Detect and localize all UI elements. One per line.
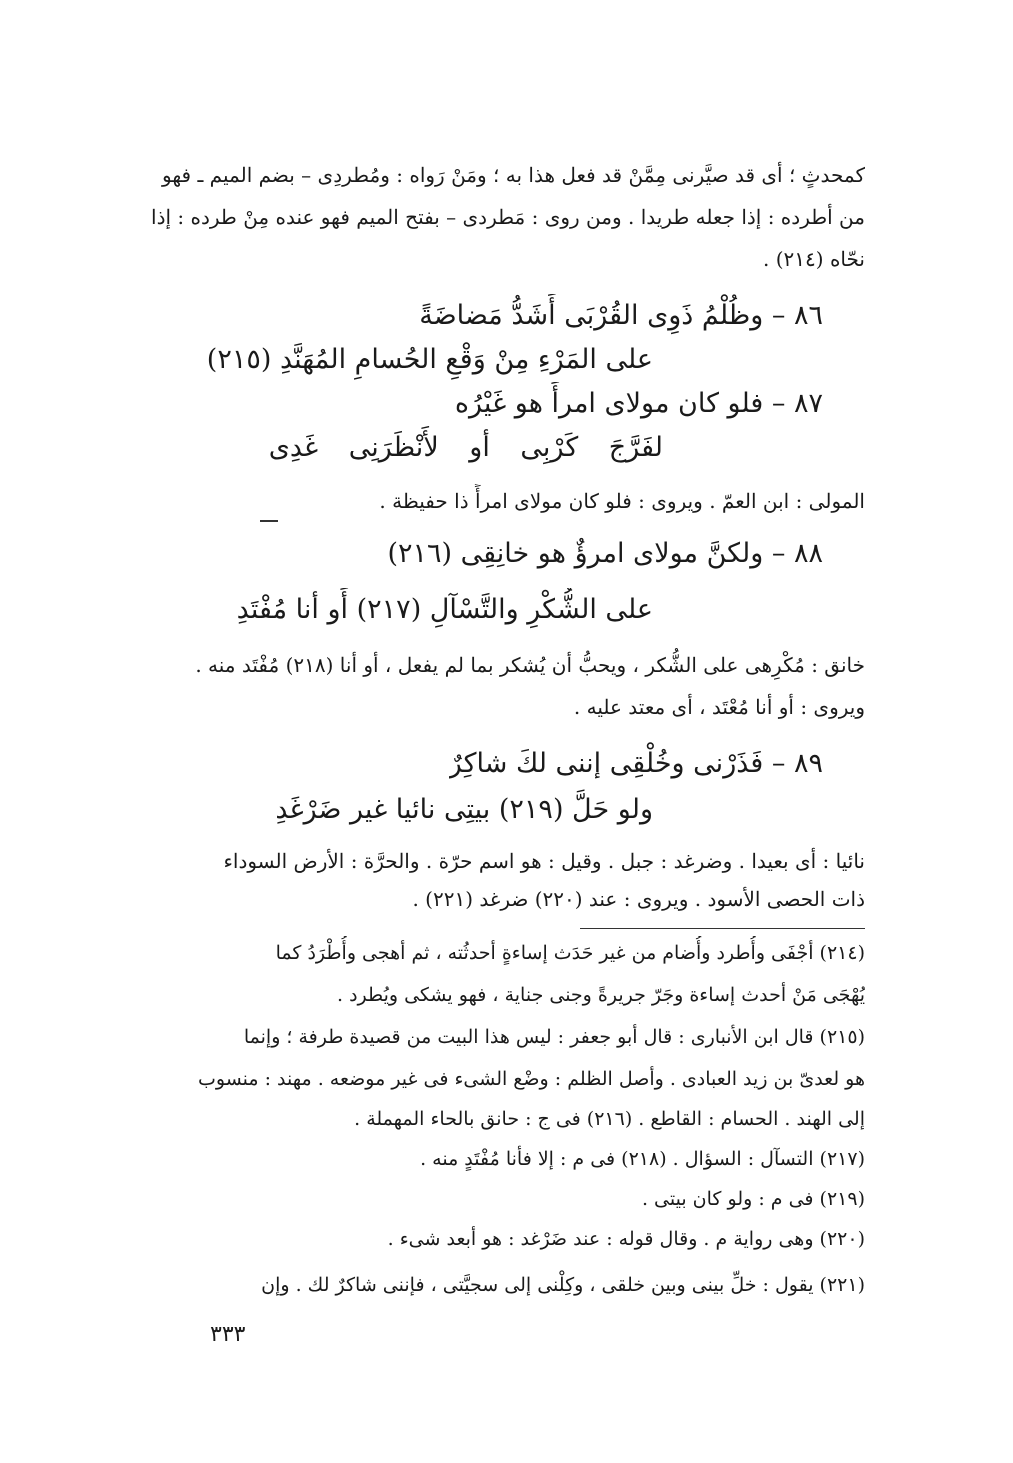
commentary-line: كمحدثٍ ؛ أى قد صيَّرنى مِمَّنْ قد فعل هذا به ؛ ومَنْ رَواه : ومُطردِى – بضم الميم ـ فهو <box>162 163 865 187</box>
footnote-line: (٢٢١) يقول : خلِّ بينى وبين خلقى ، وكِلْنى إلى سجيَّتى ، فإننى شاكرٌ لك . وإن <box>261 1274 865 1296</box>
dash-mark <box>260 520 278 522</box>
footnote-line: (٢١٧) التسآل : السؤال . (٢١٨) فى م : إلا فأنا مُفْتَدٍ منه . <box>420 1148 865 1170</box>
verse-86-second-hemistich: على المَرْءِ مِنْ وَقْعِ الحُسامِ المُهَنَّدِ (٢١٥) <box>206 344 653 375</box>
commentary-line: المولى : ابن العمّ . ويروى : فلو كان مولاى امرأً ذا حفيظة . <box>379 489 865 513</box>
footnote-line: هو لعدىّ بن زيد العبادى . وأصل الظلم : وضْع الشىء فى غير موضعه . مهند : منسوب <box>198 1068 865 1090</box>
footnote-line: (٢١٤) أجْفَى وأُطرد وأُضام من غير حَدَث إساءةٍ أحدثُته ، ثم أهجى وأُطْرَدُ كما <box>275 942 865 964</box>
commentary-line: ذات الحصى الأسود . ويروى : عند (٢٢٠) ضرغد (٢٢١) . <box>412 887 865 911</box>
commentary-line: نائيا : أى بعيدا . وضرغد : جبل . وقيل : هو اسم حرّة . والحرَّة : الأرض السوداء <box>223 849 865 873</box>
footnote-line: (٢١٥) قال ابن الأنبارى : قال أبو جعفر : ليس هذا البيت من قصيدة طرفة ؛ وإنما <box>243 1026 865 1048</box>
verse-89-first-hemistich: ٨٩ – فَذَرْنى وخُلْقِى إننى لكَ شاكِرٌ <box>448 748 823 779</box>
footnote-line: إلى الهند . الحسام : القاطع . (٢١٦) فى ج : حانق بالحاء المهملة . <box>354 1108 865 1130</box>
verse-88-second-hemistich: على الشُّكْرِ والتَّسْآلِ (٢١٧) أَو أنا مُفْتَدِ <box>236 594 653 625</box>
commentary-line: خانق : مُكْرِهى على الشُّكر ، ويحبُّ أن يُشكر بما لم يفعل ، أو أنا (٢١٨) مُفْتَد منه . <box>195 653 865 677</box>
footnote-line: يُهْجَى مَنْ أحدث إساءة وجَرّ جريرةً وجنى جناية ، فهو يشكى ويُطرد . <box>336 984 865 1006</box>
verse-89-second-hemistich: ولو حَلَّ (٢١٩) بيتِى نائيا غير ضَرْغَدِ <box>275 794 653 825</box>
commentary-line: نحّاه (٢١٤) . <box>763 247 865 271</box>
page-number: ٣٣٣ <box>210 1322 246 1347</box>
commentary-line: ويروى : أو أنا مُعْتَد ، أى معتد عليه . <box>573 695 865 719</box>
verse-87-second-hemistich: لفَرَّجَ كَرْبِى أو لأَنْظَرَنِى غَدِى <box>268 432 663 463</box>
footnote-line: (٢٢٠) وهى رواية م . وقال قوله : عند ضَرْغد : هو أبعد شىء . <box>387 1228 865 1250</box>
commentary-line: من أطرده : إذا جعله طريدا . ومن روى : مَطردى – بفتح الميم فهو عنده مِنْ طرده : إذا <box>151 205 865 229</box>
verse-88-first-hemistich: ٨٨ – ولكنَّ مولاى امرؤٌ هو خانِقِى (٢١٦) <box>387 538 823 569</box>
footnote-separator <box>580 928 865 929</box>
footnote-line: (٢١٩) فى م : ولو كان بيتى . <box>641 1188 865 1210</box>
verse-87-first-hemistich: ٨٧ – فلو كان مولاى امرأً هو غَيْرُه <box>454 388 823 419</box>
verse-86-first-hemistich: ٨٦ – وظُلْمُ ذَوِى القُرْبَى أَشَدُّ مَضاضَةً <box>419 300 823 331</box>
